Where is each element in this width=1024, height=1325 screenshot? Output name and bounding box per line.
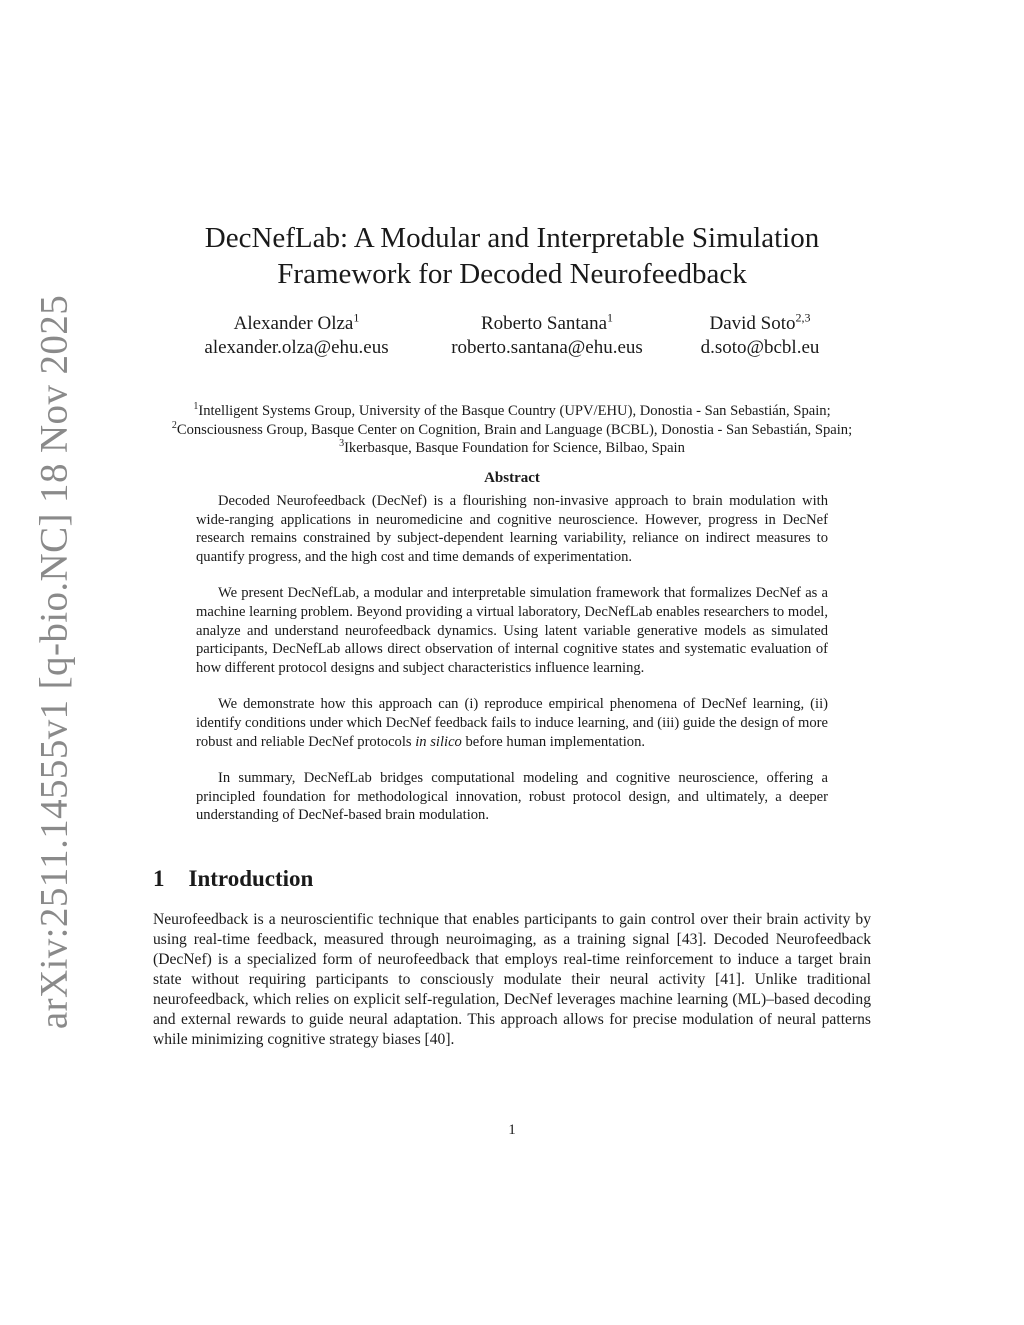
abstract-paragraph-4: In summary, DecNefLab bridges computational modeling and cognitive neuroscience, offering a principled foundation for methodological innovation, robust protocol design, and ultimately, a deeper understanding of DecNef-based brain modulation. bbox=[196, 770, 828, 824]
abstract-paragraph-3 bbox=[196, 695, 828, 751]
affiliation-mark-3: 3 bbox=[339, 438, 345, 450]
abstract-p3-text: We demonstrate how this approach can (i) reproduce empirical phenomena of DecNef learning, (ii) identify conditions under which DecNef feedback fails to induce learning, and (iii) guide the design of more robust and reliable DecNef protocols bbox=[196, 696, 828, 750]
author-email[interactable]: d.soto@bcbl.eu bbox=[700, 337, 820, 358]
title-line-2: Framework for Decoded Neurofeedback bbox=[277, 258, 747, 290]
abstract-paragraph-2: We present DecNefLab, a modular and interpretable simulation framework that formalizes DecNef as a machine learning problem. Beyond providing a virtual laboratory, DecNefLab enables researchers to model, analyze and understand neurofeedback dynamics. Using latent variable generative models as simulated participants, DecNefLab allows direct observation of internal cognitive states and systematic evaluation of how different protocol designs and subject characteristics influence learning. bbox=[196, 585, 828, 676]
section-title: Introduction bbox=[188, 866, 314, 891]
in-silico-italic: in silico bbox=[415, 733, 462, 750]
author-2 bbox=[436, 312, 658, 360]
author-affiliation-mark: 1 bbox=[353, 310, 360, 325]
abstract-paragraph-1: Decoded Neurofeedback (DecNef) is a flourishing non-invasive approach to brain modulation with wide-ranging applications in neuromedicine and cognitive neuroscience. However, progress in DecNef research remains constrained by subject-dependent learning variability, reliance on indirect measures to quantify progress, and the high cost and time demands of experimentation. bbox=[196, 493, 828, 565]
author-affiliation-mark: 2,3 bbox=[795, 310, 811, 325]
author-1 bbox=[194, 312, 399, 360]
author-name: Roberto Santana bbox=[480, 313, 608, 334]
author-affiliation-mark: 1 bbox=[607, 310, 614, 325]
affiliation-2: Consciousness Group, Basque Center on Cognition, Brain and Language (BCBL), Donostia - San Sebastián, Spain; bbox=[176, 421, 853, 438]
affiliation-1: Intelligent Systems Group, University of the Basque Country (UPV/EHU), Donostia - San Sebastián, Spain; bbox=[198, 403, 831, 419]
arxiv-identifier-stamp: arXiv:2511.14555v1 [q-bio.NC] 18 Nov 2025 bbox=[32, 294, 76, 1030]
abstract-heading: Abstract bbox=[484, 470, 540, 486]
affiliation-mark-2: 2 bbox=[171, 419, 177, 431]
affiliations bbox=[150, 402, 874, 458]
abstract-p3-text-end: before human implementation. bbox=[461, 733, 646, 750]
author-name: David Soto bbox=[709, 313, 796, 334]
affiliation-3: Ikerbasque, Basque Foundation for Science, Bilbao, Spain bbox=[344, 440, 685, 456]
author-email[interactable]: roberto.santana@ehu.eus bbox=[451, 337, 643, 358]
title-line-1: DecNefLab: A Modular and Interpretable Simulation bbox=[204, 222, 820, 254]
author-name: Alexander Olza bbox=[233, 313, 354, 334]
introduction-paragraph: Neurofeedback is a neuroscientific technique that enables participants to gain control over their brain activity by using real-time feedback, measured through neuroimaging, as a training signal [43]. Decoded Neurofeedback (DecNef) is a specialized form of neurofeedback that employs real-time reinforcement to induce a target brain state without requiring participants to consciously modulate their neural activity [41]. Unlike traditional neurofeedback, which relies on explicit self-regulation, DecNef leverages machine learning (ML)–based decoding and external rewards to guide neural adaptation. This approach allows for precise modulation of neural patterns while minimizing cognitive strategy biases [40]. bbox=[153, 911, 871, 1048]
author-block bbox=[150, 312, 874, 364]
section-number: 1 bbox=[153, 866, 165, 891]
section-heading-introduction bbox=[153, 866, 313, 892]
author-email[interactable]: alexander.olza@ehu.eus bbox=[204, 337, 389, 358]
paper-title bbox=[150, 220, 874, 292]
author-3 bbox=[690, 312, 830, 360]
abstract-body bbox=[196, 492, 828, 843]
page-number: 1 bbox=[508, 1122, 516, 1138]
affiliation-mark-1: 1 bbox=[193, 401, 199, 413]
